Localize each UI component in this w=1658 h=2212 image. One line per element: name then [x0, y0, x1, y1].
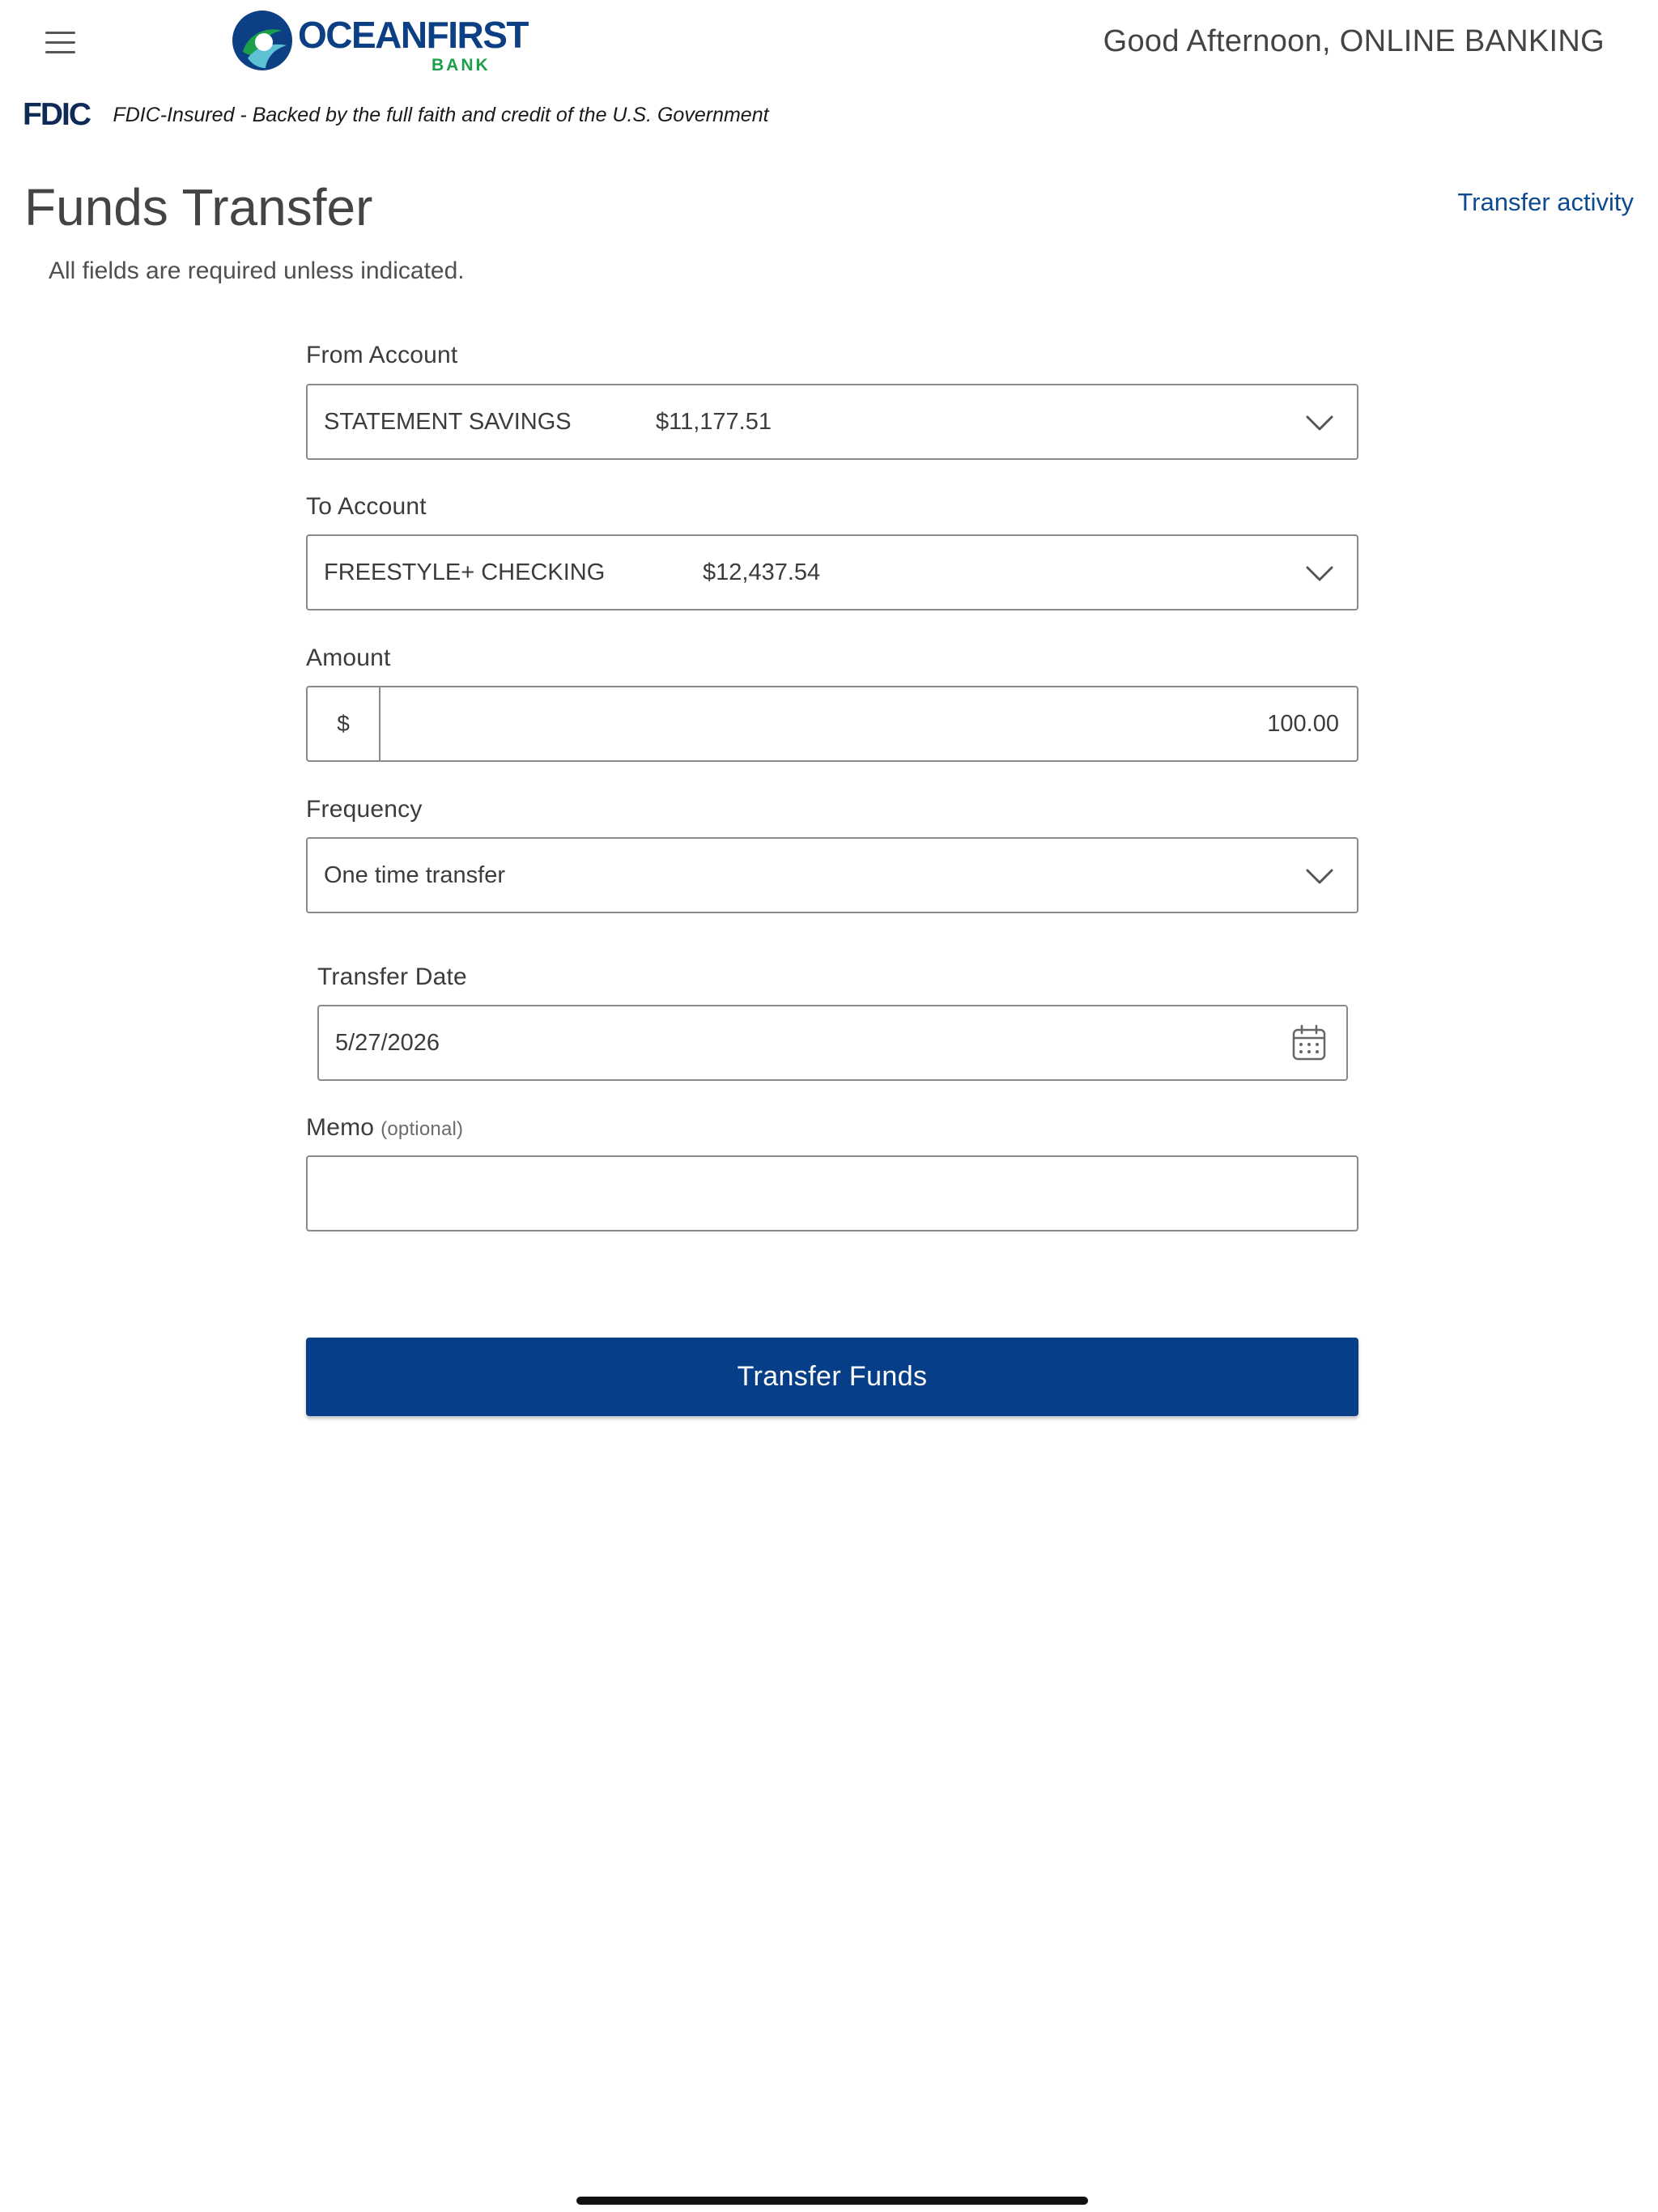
amount-input[interactable]	[306, 686, 1358, 762]
from-account-select[interactable]	[306, 384, 1358, 460]
chevron-down-icon	[1303, 557, 1336, 589]
memo-input[interactable]	[306, 1155, 1358, 1231]
chevron-down-icon	[1303, 406, 1336, 439]
page-title: Funds Transfer	[24, 178, 373, 236]
chevron-down-icon	[1303, 860, 1336, 892]
amount-value: 100.00	[1267, 711, 1339, 737]
logo-subtext: BANK	[432, 56, 491, 74]
amount-label: Amount	[306, 644, 391, 671]
transfer-date-input[interactable]	[317, 1005, 1348, 1081]
to-account-name: FREESTYLE+ CHECKING	[324, 559, 606, 585]
fdic-logo: FDIC	[23, 97, 90, 132]
frequency-label: Frequency	[306, 796, 423, 823]
memo-label-text: Memo	[306, 1114, 375, 1141]
transfer-date-value: 5/27/2026	[335, 1030, 440, 1056]
calendar-icon[interactable]	[1291, 1024, 1327, 1061]
frequency-select[interactable]	[306, 837, 1358, 913]
frequency-value: One time transfer	[324, 862, 506, 888]
logo-wordmark: OCEANFIRST	[298, 14, 528, 56]
oceanfirst-logo[interactable]	[232, 10, 528, 79]
home-indicator[interactable]	[576, 2197, 1088, 2205]
transfer-funds-button[interactable]: Transfer Funds	[306, 1338, 1358, 1416]
from-account-name: STATEMENT SAVINGS	[324, 409, 572, 435]
transfer-date-label: Transfer Date	[317, 963, 467, 990]
fdic-banner	[23, 97, 769, 138]
oceanfirst-wave-icon	[232, 10, 293, 71]
to-account-label: To Account	[306, 493, 427, 520]
from-account-balance: $11,177.51	[656, 409, 772, 435]
to-account-select[interactable]	[306, 534, 1358, 610]
fdic-statement: FDIC-Insured - Backed by the full faith and credit of the U.S. Government	[113, 103, 769, 126]
greeting-text: Good Afternoon, ONLINE BANKING	[1103, 24, 1605, 58]
required-fields-note: All fields are required unless indicated.	[49, 257, 465, 284]
transfer-activity-link[interactable]: Transfer activity	[1457, 188, 1634, 216]
currency-prefix: $	[308, 687, 380, 760]
hamburger-menu-icon[interactable]	[40, 28, 81, 58]
from-account-label: From Account	[306, 342, 458, 368]
to-account-balance: $12,437.54	[703, 559, 821, 585]
memo-label	[306, 1114, 463, 1142]
memo-optional-hint: (optional)	[380, 1118, 464, 1140]
